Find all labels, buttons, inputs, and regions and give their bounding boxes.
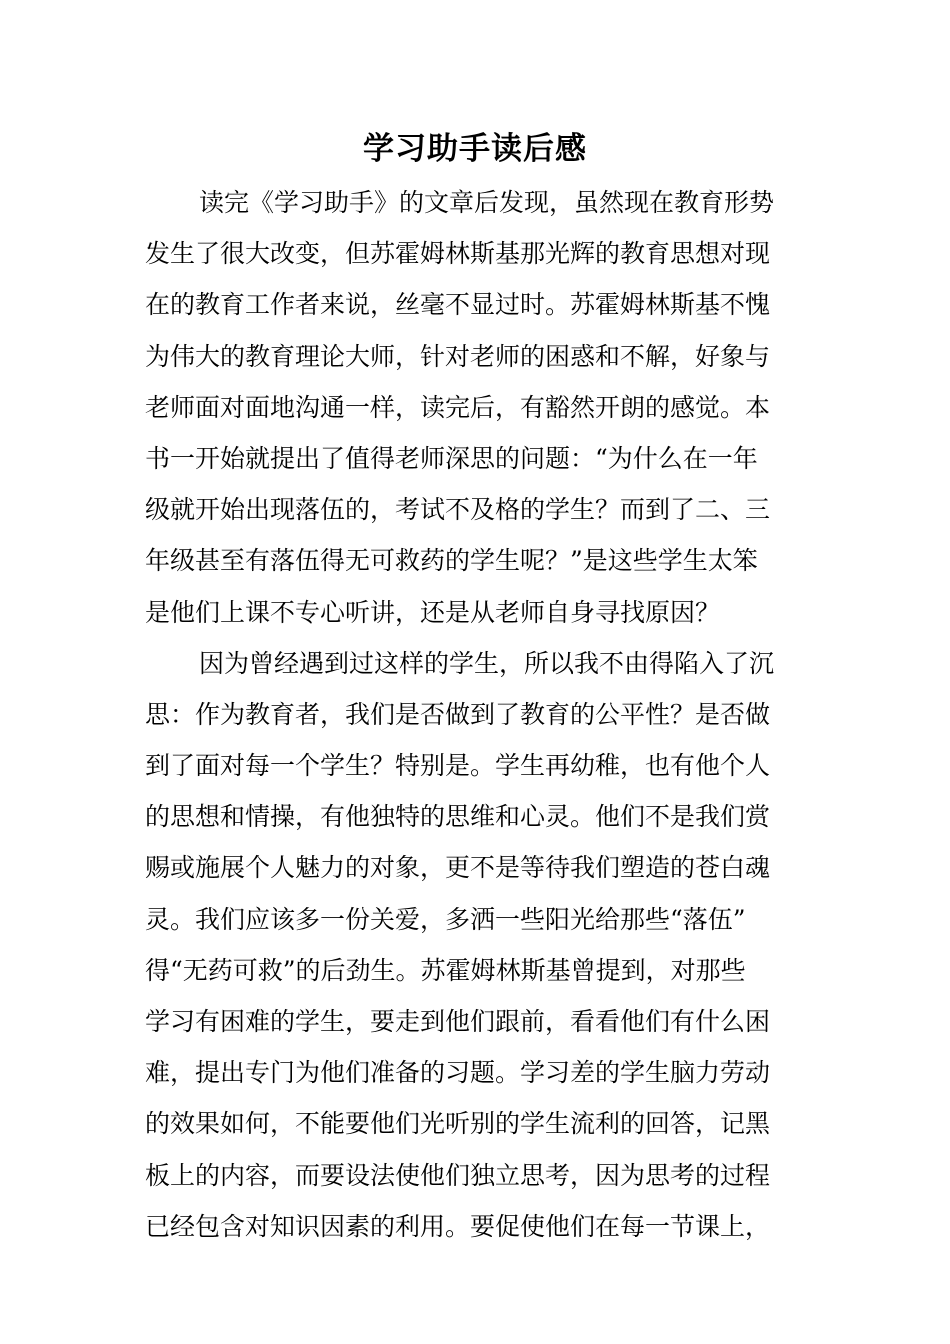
paragraph-2-line-4: 的思想和情操，有他独特的思维和心灵。他们不是我们赏 [145,802,771,832]
paragraph-2-line-6: 灵。我们应该多一份关爱，多洒一些阳光给那些“落伍” [145,904,746,934]
paragraph-1-line-9: 是他们上课不专心听讲，还是从老师自身寻找原因？ [145,597,721,627]
paragraph-2-line-12: 已经包含对知识因素的利用。要促使他们在每一节课上， [145,1211,771,1241]
paragraph-2-line-7: 得“无药可救”的后劲生。苏霍姆林斯基曾提到，对那些 [145,955,746,985]
paragraph-1-line-2: 发生了很大改变，但苏霍姆林斯基那光辉的教育思想对现 [145,239,771,269]
paragraph-1-line-3: 在的教育工作者来说，丝毫不显过时。苏霍姆林斯基不愧 [145,290,771,320]
paragraph-1-line-4: 为伟大的教育理论大师，针对老师的困惑和不解，好象与 [145,341,771,371]
paragraph-2-line-9: 难，提出专门为他们准备的习题。学习差的学生脑力劳动 [145,1058,771,1088]
paragraph-2-line-2: 思：作为教育者，我们是否做到了教育的公平性？是否做 [145,699,771,729]
paragraph-1-line-8: 年级甚至有落伍得无可救药的学生呢？”是这些学生太笨 [145,546,758,576]
paragraph-1-line-7: 级就开始出现落伍的，考试不及格的学生？而到了二、三 [145,495,771,525]
paragraph-2-line-8: 学习有困难的学生，要走到他们跟前，看看他们有什么困 [145,1007,771,1036]
paragraph-1-line-5: 老师面对面地沟通一样，读完后，有豁然开朗的感觉。本 [145,392,771,422]
paragraph-1-line-1: 读完《学习助手》的文章后发现，虽然现在教育形势 [199,188,775,217]
document-body [145,177,805,1252]
paragraph-2-line-11: 板上的内容，而要设法使他们独立思考，因为思考的过程 [145,1160,771,1190]
paragraph-2-line-3: 到了面对每一个学生？特别是。学生再幼稚，也有他个人 [145,751,771,781]
paragraph-1-line-6: 书一开始就提出了值得老师深思的问题：“为什么在一年 [145,443,758,473]
paragraph-2-line-1: 因为曾经遇到过这样的学生，所以我不由得陷入了沉 [199,648,775,678]
paragraph-2-line-10: 的效果如何，不能要他们光听别的学生流利的回答，记黑 [145,1109,771,1139]
paragraph-2-line-5: 赐或施展个人魅力的对象，更不是等待我们塑造的苍白魂 [145,853,771,883]
document-title: 学习助手读后感 [363,131,587,167]
